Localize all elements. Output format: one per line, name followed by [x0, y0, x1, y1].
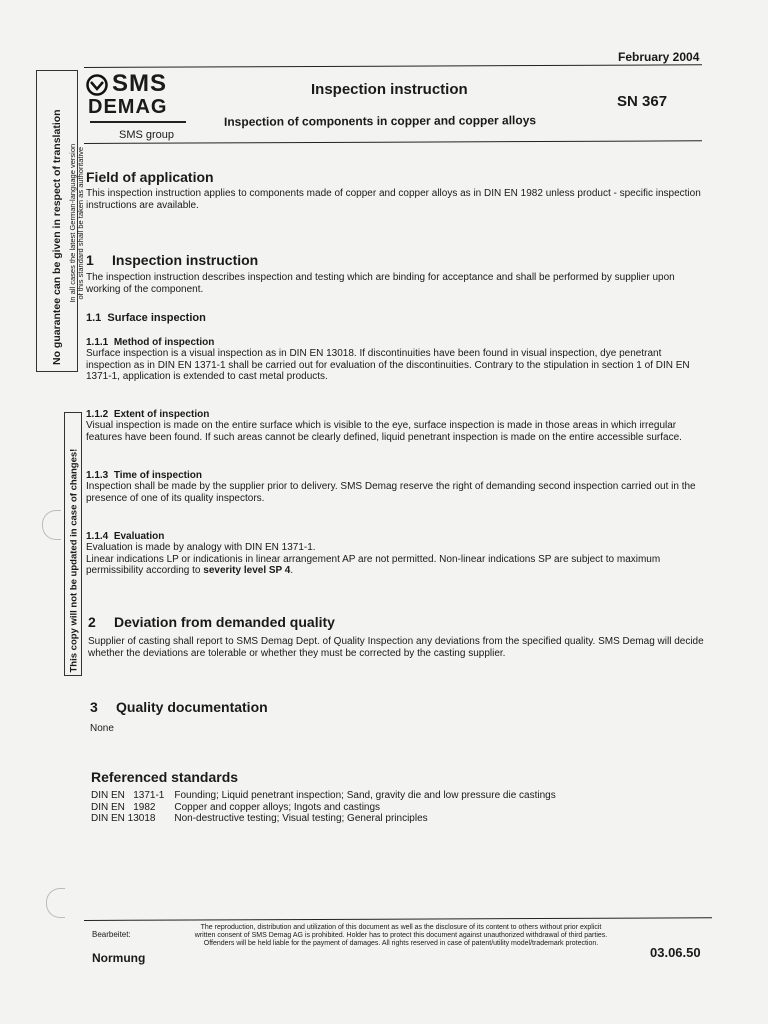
- ref-desc: Founding; Liquid penetrant inspection; Sand, gravity die and low pressure die castings: [174, 790, 556, 801]
- department-label: Normung: [92, 951, 146, 965]
- section-1-1-3-heading: [86, 470, 202, 481]
- ref-desc: Copper and copper alloys; Ingots and castings: [174, 801, 381, 813]
- logo-group-text: SMS group: [119, 129, 175, 141]
- field-heading: Field of application: [86, 169, 214, 185]
- section-1-1-2-number: 1.1.2: [86, 409, 109, 420]
- refs-table: [91, 790, 566, 825]
- section-1-number: 1: [86, 252, 94, 268]
- table-row: [91, 802, 566, 814]
- sms-logo-emblem-icon: [86, 74, 108, 96]
- punch-hole: [42, 510, 61, 540]
- header-top-rule: [84, 64, 702, 68]
- section-1-text: The inspection instruction describes inspection and testing which are binding for acceptance and shall be performed by supplier upon working of the component.: [86, 272, 675, 295]
- section-1-title: Inspection instruction: [112, 252, 259, 268]
- guarantee-notice: No guarantee can be given in respect of translation: [51, 109, 63, 365]
- section-1-1-3-text: Inspection shall be made by the supplier prior to delivery. SMS Demag reserve the right of demanding second inspection carried out in the presence of one of its quality inspectors.: [86, 481, 696, 504]
- section-3-number: 3: [90, 699, 98, 715]
- copy-notice-box: [64, 412, 82, 676]
- section-1-1-1-number: 1.1.1: [86, 337, 109, 348]
- section-1-1-4-title: Evaluation: [113, 531, 165, 542]
- section-1-1-1-heading: [86, 337, 214, 348]
- table-row: [91, 790, 566, 802]
- latest-version-notice-2: of this standard shall be taken as authoritative: [75, 146, 85, 300]
- copy-notice: This copy will not be updated in case of changes!: [68, 448, 80, 673]
- ref-code: DIN EN 1982: [91, 801, 156, 813]
- footer-rule: [84, 917, 712, 921]
- section-1-1-2-heading: [86, 409, 209, 420]
- section-1-1-1-title: Method of inspection: [113, 337, 215, 348]
- section-1-1-1-text: Surface inspection is a visual inspection as in DIN EN 13018. If discontinuities have been found in visual inspection, dye penetrant inspection as in DIN EN 1371-1 shall be carried out for evaluation of the discontinuities. Contrary to the stipulation in section 1 of DIN EN 1371-1, application is extended to cast metal products.: [86, 348, 690, 382]
- section-3-text: None: [90, 723, 114, 734]
- punch-hole: [46, 888, 65, 918]
- edited-by-label: Bearbeitet:: [92, 930, 131, 939]
- table-row: [91, 813, 566, 825]
- section-2-heading: [88, 614, 335, 630]
- logo-sms-text: SMS: [112, 70, 168, 97]
- evaluation-line-1: Evaluation is made by analogy with DIN EN 1371-1.: [86, 542, 316, 553]
- section-2-text: Supplier of casting shall report to SMS Demag Dept. of Quality Inspection any deviations from the specified quality. SMS Demag will decide whether the deviations are tolerable or whether they must be corrected by the casting supplier.: [88, 636, 704, 659]
- document-subtitle: Inspection of components in copper and copper alloys: [223, 113, 537, 129]
- evaluation-line-2: [86, 554, 702, 577]
- section-2-title: Deviation from demanded quality: [114, 614, 335, 630]
- logo-rule: [90, 121, 186, 123]
- section-1-1-number: 1.1: [86, 312, 102, 324]
- header-bottom-rule: [84, 140, 702, 144]
- section-1-1-4-text: [86, 542, 702, 577]
- latest-version-notice-1: In all cases the latest German-language version: [67, 143, 77, 303]
- document-number: SN 367: [617, 93, 668, 110]
- field-text: This inspection instruction applies to components made of copper and copper alloys as in DIN EN 1982 unless product - specific inspection instructions are available.: [86, 188, 701, 211]
- ref-code: DIN EN 13018: [91, 813, 156, 824]
- section-1-heading: [86, 252, 258, 268]
- evaluation-line-2-end: .: [290, 565, 294, 576]
- ref-code: DIN EN 1371-1: [91, 790, 165, 801]
- section-1-1-4-heading: [86, 531, 164, 542]
- section-1-1-4-number: 1.1.4: [86, 531, 109, 542]
- severity-level: severity level SP 4: [203, 565, 291, 576]
- document-title: Inspection instruction: [311, 81, 468, 98]
- section-1-1-3-number: 1.1.3: [86, 470, 109, 481]
- copyright-disclaimer: The reproduction, distribution and utilization of this document as well as the disclosure of its content to others without prior explicit written consent of SMS Demag AG is prohibited. Holder has to protect this document against unauthorized withdrawal of third parties. Offenders will be held liable for the payment of damages. All rights reserved in case of patent/utility model/trademark protection.: [194, 924, 608, 947]
- section-3-title: Quality documentation: [116, 699, 268, 715]
- section-3-heading: [90, 699, 268, 715]
- logo-demag-text: DEMAG: [88, 96, 168, 118]
- section-1-1-title: Surface inspection: [107, 312, 206, 324]
- translation-notice-box: [36, 70, 85, 372]
- section-1-1-heading: [86, 312, 206, 324]
- document-date: February 2004: [618, 50, 700, 64]
- section-1-1-2-text: Visual inspection is made on the entire surface which is visible to the eye, surface inspection is made in those areas in which irregular features have been found. If such areas cannot be clearly defined, liquid penetrant inspection is made on the entire accessible surface.: [86, 420, 682, 443]
- refs-heading: Referenced standards: [91, 769, 239, 785]
- ref-desc: Non-destructive testing; Visual testing; General principles: [174, 813, 428, 824]
- section-1-1-2-title: Extent of inspection: [113, 409, 210, 420]
- document-code: 03.06.50: [650, 945, 701, 960]
- evaluation-line-2-text: Linear indications LP or indicationis in linear arrangement AP are not permitted. Non-linear indications SP are subject to maximum permissibility according to: [86, 553, 661, 576]
- section-1-1-3-title: Time of inspection: [113, 470, 202, 481]
- section-2-number: 2: [88, 614, 96, 630]
